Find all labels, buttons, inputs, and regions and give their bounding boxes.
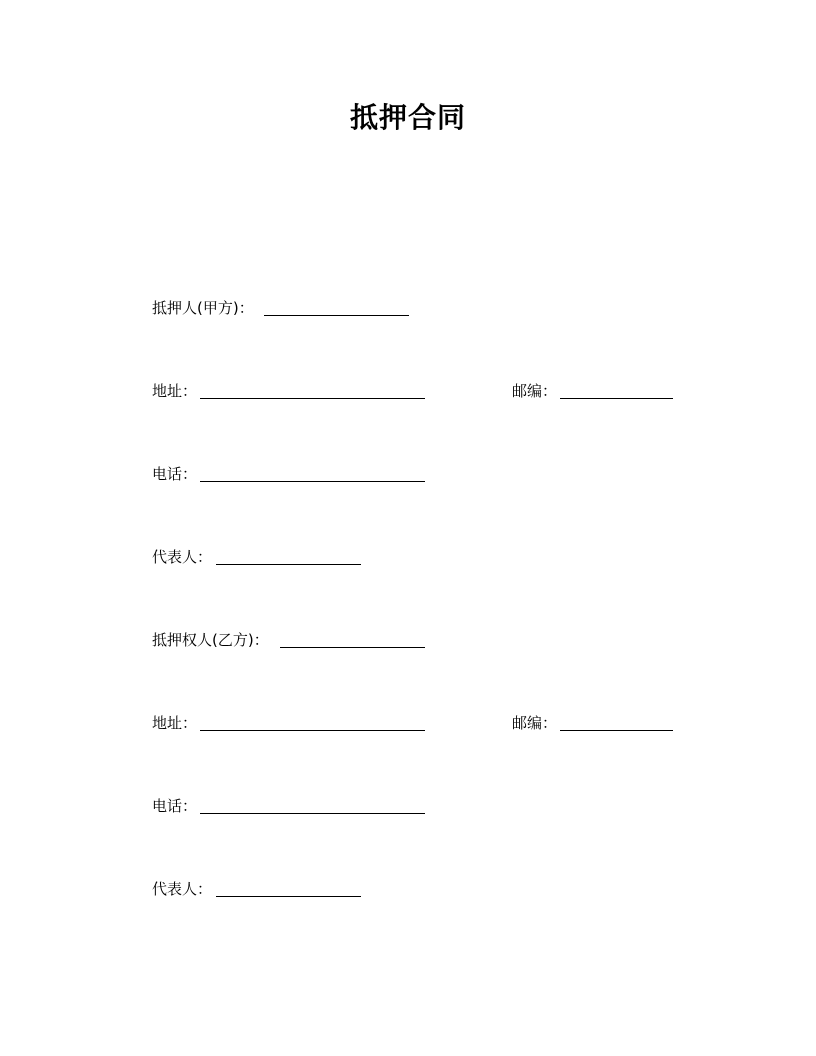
party-b-phone-blank[interactable] [200, 813, 425, 814]
party-a-name-field[interactable] [152, 298, 412, 318]
party-a-representative-label: 代表人： [152, 548, 213, 566]
party-b-address-field[interactable] [152, 713, 428, 733]
party-a-phone-blank[interactable] [200, 481, 425, 482]
party-b-address-blank[interactable] [200, 730, 425, 731]
party-a-postcode-blank[interactable] [560, 398, 673, 399]
party-a-address-field[interactable] [152, 381, 428, 401]
party-b-postcode-field[interactable] [512, 713, 676, 733]
party-a-address-label: 地址： [152, 382, 198, 400]
party-b-postcode-label: 邮编： [512, 714, 558, 732]
party-b-name-field[interactable] [152, 630, 428, 650]
party-a-representative-field[interactable] [152, 547, 364, 567]
party-a-representative-blank[interactable] [216, 564, 361, 565]
party-b-address-label: 地址： [152, 714, 198, 732]
party-a-phone-label: 电话： [152, 465, 198, 483]
party-a-name-label: 抵押人(甲方)： [152, 299, 254, 317]
party-a-address-blank[interactable] [200, 398, 425, 399]
party-b-postcode-blank[interactable] [560, 730, 673, 731]
party-b-name-blank[interactable] [280, 647, 425, 648]
party-a-name-blank[interactable] [264, 315, 409, 316]
party-b-representative-blank[interactable] [216, 896, 361, 897]
party-a-postcode-field[interactable] [512, 381, 676, 401]
party-a-phone-field[interactable] [152, 464, 428, 484]
party-b-representative-field[interactable] [152, 879, 364, 899]
party-b-representative-label: 代表人： [152, 880, 213, 898]
party-a-postcode-label: 邮编： [512, 382, 558, 400]
document-title: 抵押合同 [349, 101, 466, 134]
party-b-name-label: 抵押权人(乙方)： [152, 631, 269, 649]
party-b-phone-field[interactable] [152, 796, 428, 816]
party-b-phone-label: 电话： [152, 797, 198, 815]
